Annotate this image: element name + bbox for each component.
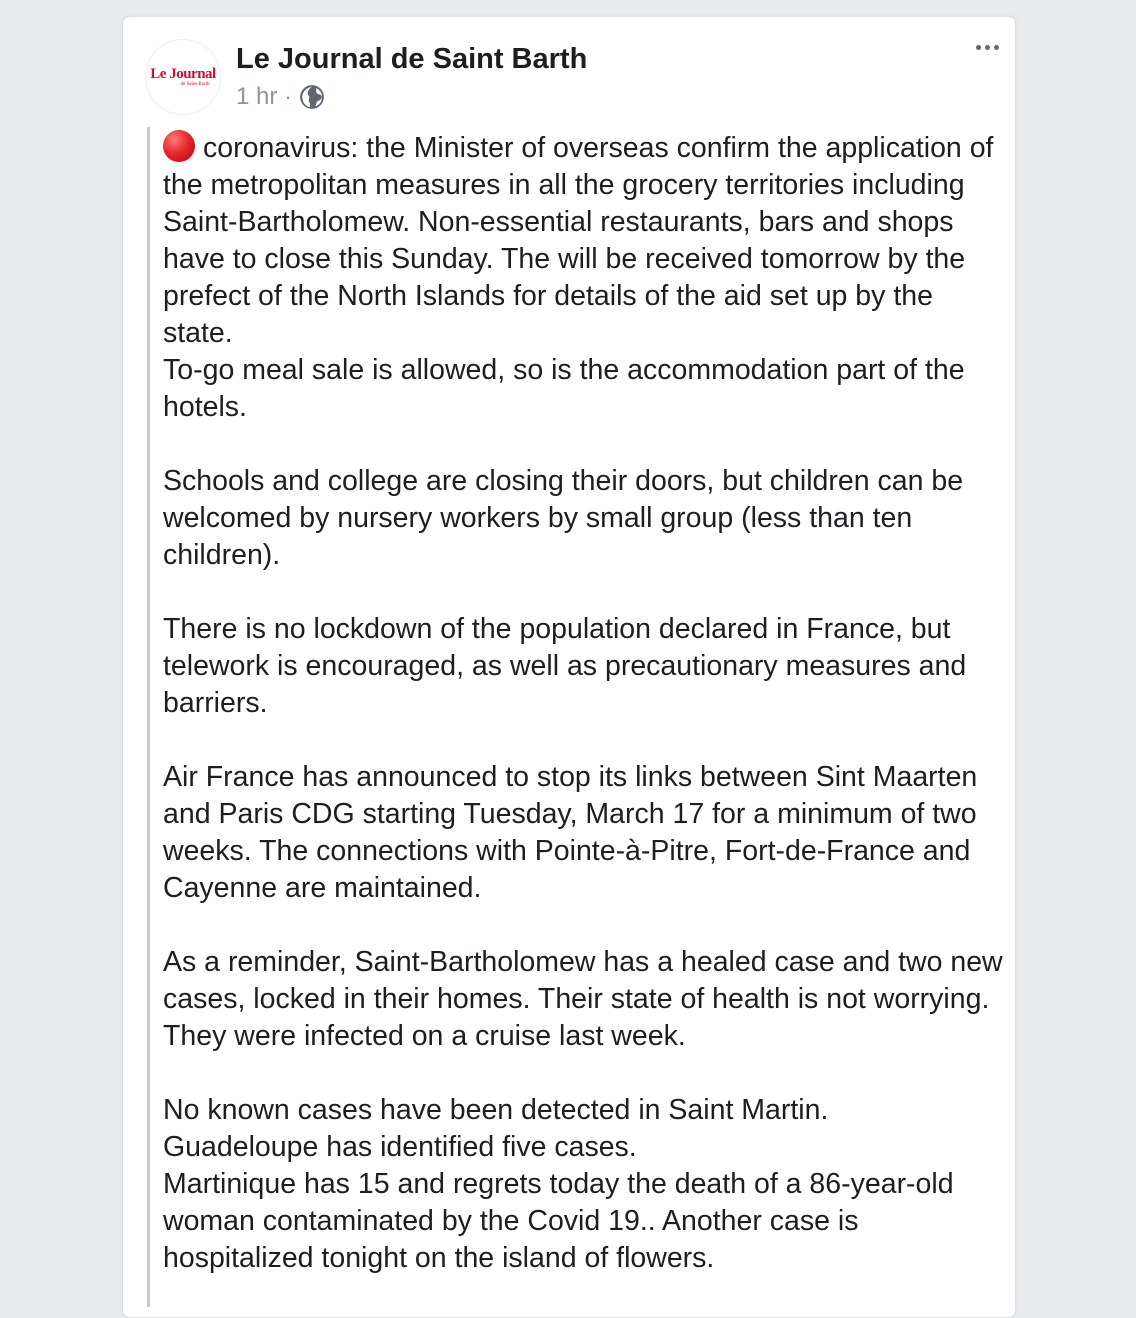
meta-separator: ·	[284, 84, 292, 109]
post-timestamp[interactable]: 1 hr	[236, 83, 278, 110]
post-paragraph: As a reminder, Saint-Bartholomew has a healed case and two new cases, locked in their homes. Their state of health is not worrying. They were infected on a cruise last week.	[163, 946, 1003, 1052]
post-paragraph: No known cases have been detected in Saint Martin. Guadeloupe has identified five cases. Martinique has 15 and regrets today the death of a 86-year-old woman contaminated by the Covid 19.. Another case is hospitalized tonight on the island of flowers.	[163, 1094, 954, 1274]
ellipsis-icon-dot	[976, 45, 981, 50]
post-paragraph: Schools and college are closing their doors, but children can be welcomed by nursery workers by small group (less than ten children).	[163, 465, 964, 571]
more-options-button[interactable]	[976, 45, 999, 50]
post-paragraph: There is no lockdown of the population declared in France, but telework is encouraged, as well as precautionary measures and barriers.	[163, 613, 967, 719]
ellipsis-icon-dot	[985, 45, 990, 50]
logo-sub-text: de Saint-Barth	[180, 82, 210, 87]
post-card	[122, 16, 1016, 1318]
quote-bar	[147, 127, 150, 1307]
red-circle-icon	[163, 130, 195, 162]
logo-main-text: Le Journal	[150, 66, 216, 82]
post-body	[163, 130, 1003, 1314]
globe-icon[interactable]	[299, 84, 325, 110]
post-paragraph-text: coronavirus: the Minister of overseas confirm the application of the metropolitan measures in all the grocery territories including Saint-Bartholomew. Non-essential restaurants, bars and shops have to close this Sunday. The will be received tomorrow by the prefect of the North Islands for details of the aid set up by the state. To-go meal sale is allowed, so is the accommodation part of the hotels.	[163, 132, 994, 423]
post-paragraph	[163, 130, 1003, 426]
ellipsis-icon-dot	[994, 45, 999, 50]
page-avatar[interactable]	[145, 39, 221, 115]
page-name-link[interactable]: Le Journal de Saint Barth	[236, 43, 588, 75]
post-paragraph: Air France has announced to stop its links between Sint Maarten and Paris CDG starting Tuesday, March 17 for a minimum of two weeks. The connections with Pointe-à-Pitre, Fort-de-France and Cayenne are maintained.	[163, 761, 978, 904]
post-meta	[236, 83, 325, 111]
